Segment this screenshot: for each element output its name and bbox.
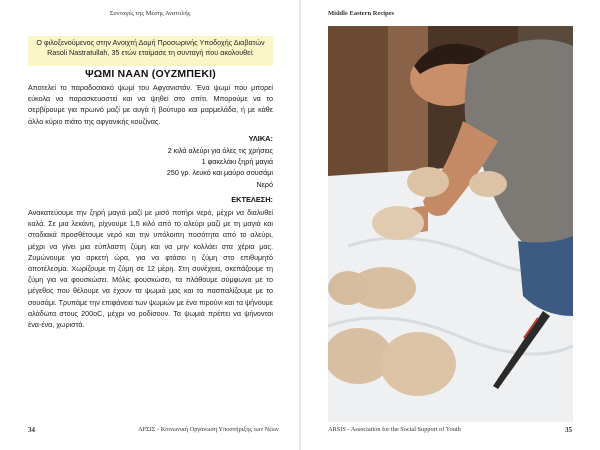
intro-paragraph: Αποτελεί το παραδοσιακό ψωμί του Αφγανιστάν. Ένα ψωμί που μπορεί εύκολα να παρασκευαστεί και να ψηθεί στο σπίτι. Μπορούμε να το σερβίρουμε για πρωινό μαζί με αυγά ή βούτυρο και μαρμελάδα, ή με κάθε άλλο κύριο πιάτο της αφγανικής κουζίνας. bbox=[28, 83, 273, 126]
book-gutter bbox=[299, 0, 301, 450]
left-page-number: 34 bbox=[28, 426, 35, 434]
dough-ball bbox=[380, 332, 456, 396]
ingredients-heading: ΥΛΙΚΑ: bbox=[248, 134, 273, 143]
right-page-number: 35 bbox=[565, 426, 572, 434]
dough-ball bbox=[328, 271, 368, 305]
dough-ball bbox=[407, 167, 449, 197]
ingredients-list bbox=[28, 145, 273, 190]
photo-illustration bbox=[328, 26, 573, 422]
running-head-right: Middle Eastern Recipes bbox=[328, 10, 395, 17]
running-head-left: Συνταγές της Μέσης Ανατολής bbox=[109, 10, 191, 17]
method-heading: ΕΚΤΕΛΕΣΗ: bbox=[231, 195, 273, 204]
ingredient-item: 2 κιλά αλεύρι για όλες τις χρήσεις bbox=[167, 146, 273, 155]
ingredient-item: 250 γρ. λευκό και μαύρο σουσάμι bbox=[166, 168, 273, 178]
bread-making-photo bbox=[328, 26, 573, 422]
dough-ball bbox=[372, 206, 424, 240]
footer-right-text: ARSIS - Association for the Social Support of Youth bbox=[328, 426, 461, 433]
footer-left-text: ΑΡΣΙΣ - Κοινωνική Οργάνωση Υποστήριξης των Νέων bbox=[138, 426, 279, 433]
recipe-title: ΨΩΜΙ ΝΑΑΝ (ΟΥΖΜΠΕΚΙ) bbox=[85, 68, 216, 80]
ingredient-item: Νερό bbox=[256, 179, 273, 189]
ingredient-item: 1 φακελάκι ξηρή μαγιά bbox=[201, 157, 273, 167]
intro-highlight-box: Ο φιλοξενούμενος στην Ανοιχτή Δομή Προσωρινής Υποδοχής Διαβατών Rasoli Nastratullah, 35 ετών εταίμασε τη συνταγή που ακολουθεί: bbox=[28, 36, 273, 66]
method-paragraph: Ανακατεύουμε την ξηρή μαγιά μαζί με μισό ποτήρι νερό, μέχρι να διαλυθεί καλά. Σε μια λεκάνη, ρίχνουμε 1,5 κιλό από το αλεύρι μαζί με τη μαγιά και σταδιακά προσθέτουμε νερό και την υπόλοιπη ποσότητα από το αλεύρι, μέχρι να γίνει μια εύπλαστη ζύμη και να μην κολλάει στα χέρια μας. Ζυμώνουμε για αρκετή ώρα, για να φτάσει η ζύμη στο επιθυμητό αποτέλεσμα. Χωρίζουμε τη ζύμη σε 12 μέρη. Στη συνέχεια, σκεπάζουμε τη ζύμη για να φουσκώσει. Μόλις φουσκώσει, τα πλάθουμε σύμφωνα με το μέγεθος που θέλουμε να έχουν τα ψωμιά μας και τα πασπαλίζουμε με το σουσάμι. Τρυπάμε την επιφάνεια των ψωμιών με ένα πιρούνι και τα ψήνουμε αλάδωτα στους 200oC, μέχρι να ροδίσουν. Τα ψωμιά πρέπει να ψήνονται ένα-ένα, χωριστά. bbox=[28, 208, 273, 330]
dough-ball bbox=[469, 171, 507, 197]
